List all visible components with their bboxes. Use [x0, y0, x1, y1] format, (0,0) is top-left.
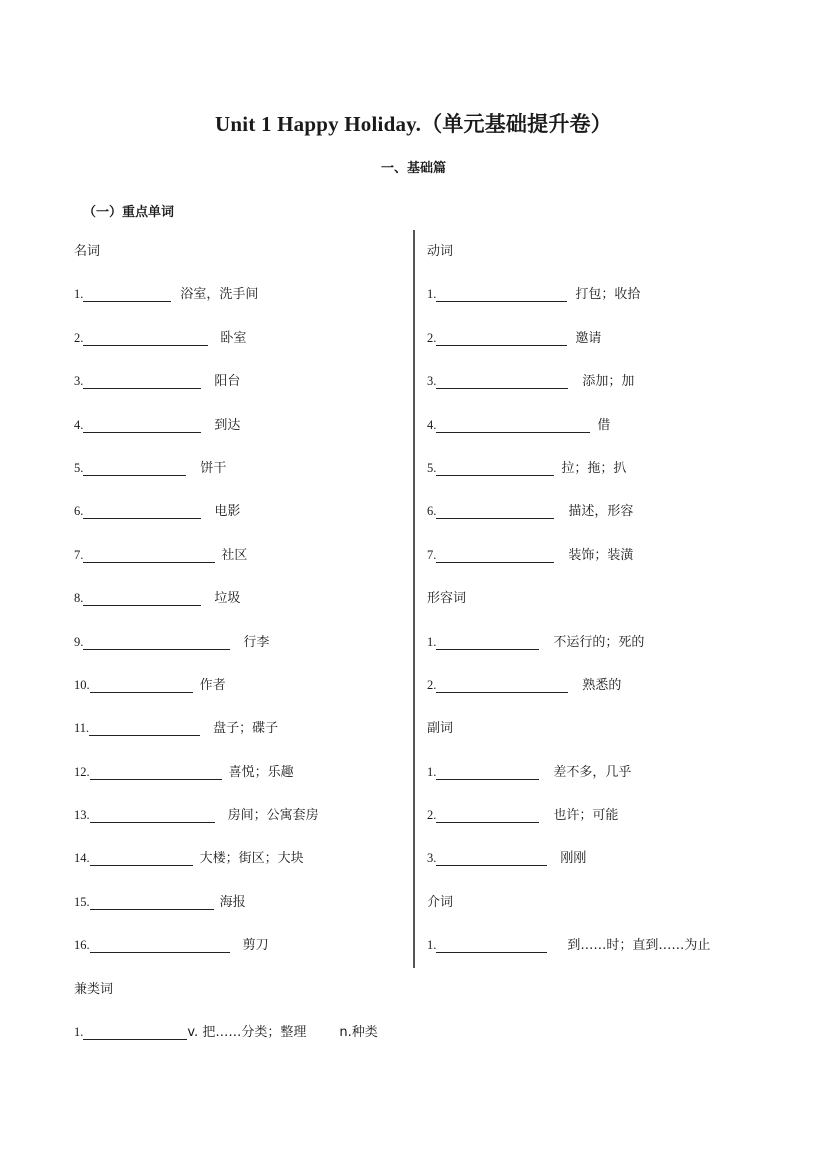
answer-blank[interactable]: [436, 764, 539, 780]
answer-blank[interactable]: [90, 764, 222, 780]
answer-blank[interactable]: [83, 547, 215, 563]
noun-item: 16. 剪刀: [74, 938, 269, 954]
part-subtitle: 一、基础篇: [380, 161, 446, 176]
answer-blank[interactable]: [90, 894, 214, 910]
noun-item: 14. 大楼；街区；大块: [74, 851, 304, 867]
adverb-item: 2. 也许；可能: [427, 808, 619, 824]
answer-blank[interactable]: [83, 460, 186, 476]
verb-item: 7. 装饰；装潢: [427, 547, 634, 563]
answer-blank[interactable]: [83, 417, 201, 433]
multi-class-section: [74, 981, 378, 1068]
section-heading: （一）重点单词: [83, 205, 175, 220]
noun-item: 15. 海报: [74, 894, 246, 910]
noun-item: 8. 垃圾: [74, 591, 241, 607]
multi-class-item: 1. v. 把……分类；整理 n.种类: [74, 1025, 378, 1041]
preposition-item: 1. 到……时；直到……为止: [427, 938, 711, 954]
verb-item: 1. 打包；收拾: [427, 287, 641, 303]
answer-blank[interactable]: [436, 417, 590, 433]
noun-item: 9. 行李: [74, 634, 270, 650]
answer-blank[interactable]: [436, 373, 568, 389]
adjectives-heading: 形容词: [427, 591, 467, 607]
answer-blank[interactable]: [436, 937, 547, 953]
answer-blank[interactable]: [83, 286, 171, 302]
answer-blank[interactable]: [436, 286, 567, 302]
answer-blank[interactable]: [436, 850, 547, 866]
adverbs-heading: 副词: [427, 721, 454, 737]
page-title: Unit 1 Happy Holiday.（单元基础提升卷）: [215, 112, 612, 136]
noun-item: 3. 阳台: [74, 374, 241, 390]
noun-item: 1. 浴室，洗手间: [74, 287, 259, 303]
adjective-item: 2. 熟悉的: [427, 677, 622, 693]
answer-blank[interactable]: [83, 330, 208, 346]
noun-item: 7. 社区: [74, 547, 248, 563]
answer-blank[interactable]: [83, 1024, 187, 1040]
noun-item: 6. 电影: [74, 504, 241, 520]
noun-item: 4. 到达: [74, 417, 241, 433]
answer-blank[interactable]: [89, 720, 200, 736]
noun-item: 13. 房间；公寓套房: [74, 808, 319, 824]
nouns-heading: 名词: [74, 244, 101, 259]
answer-blank[interactable]: [90, 807, 215, 823]
answer-blank[interactable]: [83, 590, 201, 606]
prepositions-heading: 介词: [427, 894, 454, 910]
adjective-item: 1. 不运行的；死的: [427, 634, 645, 650]
verb-item: 4. 借: [427, 417, 611, 433]
answer-blank[interactable]: [436, 330, 567, 346]
answer-blank[interactable]: [90, 937, 230, 953]
adverb-item: 3. 刚刚: [427, 851, 587, 867]
answer-blank[interactable]: [436, 634, 539, 650]
answer-blank[interactable]: [83, 634, 230, 650]
answer-blank[interactable]: [90, 850, 193, 866]
answer-blank[interactable]: [436, 503, 554, 519]
noun-item: 10. 作者: [74, 677, 226, 693]
answer-blank[interactable]: [436, 677, 568, 693]
noun-item: 11. 盘子；碟子: [74, 721, 279, 737]
noun-item: 2. 卧室: [74, 330, 247, 346]
right-column: [427, 243, 710, 981]
verb-item: 5. 拉；拖；扒: [427, 460, 627, 476]
answer-blank[interactable]: [436, 547, 554, 563]
answer-blank[interactable]: [436, 807, 539, 823]
verbs-heading: 动词: [427, 244, 454, 259]
noun-item: 5. 饼干: [74, 460, 227, 476]
verb-item: 2. 邀请: [427, 330, 602, 346]
answer-blank[interactable]: [83, 503, 201, 519]
adverb-item: 1. 差不多，几乎: [427, 764, 632, 780]
left-column: [74, 243, 319, 981]
verb-item: 3. 添加；加: [427, 374, 635, 390]
verb-item: 6. 描述，形容: [427, 504, 634, 520]
answer-blank[interactable]: [90, 677, 193, 693]
answer-blank[interactable]: [83, 373, 201, 389]
multi-class-heading: 兼类词: [74, 982, 114, 997]
column-divider: [413, 230, 415, 968]
answer-blank[interactable]: [436, 460, 554, 476]
noun-item: 12. 喜悦；乐趣: [74, 764, 294, 780]
